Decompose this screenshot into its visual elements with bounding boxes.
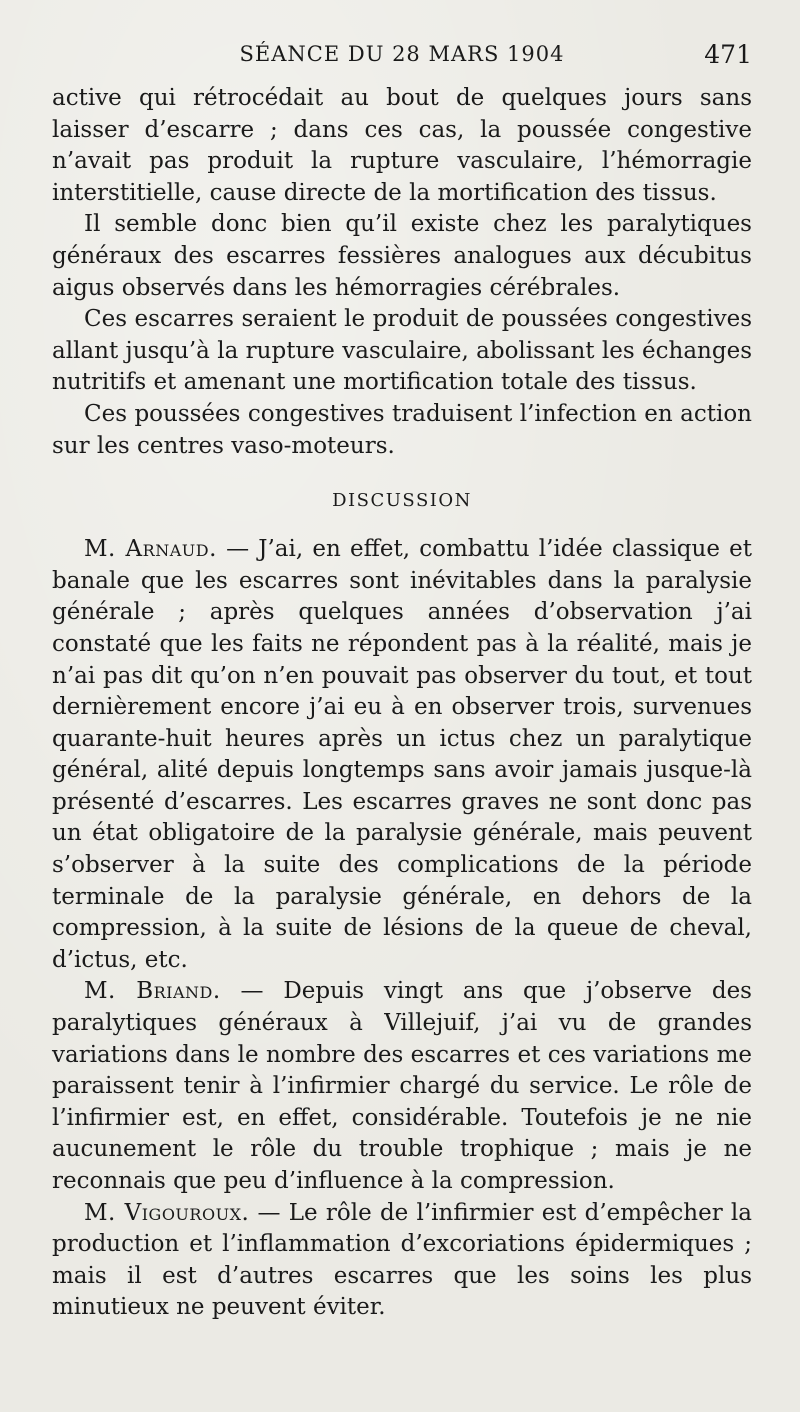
section-heading: DISCUSSION bbox=[332, 490, 472, 512]
paragraph: Ces poussées congestives traduisent l’infection en action sur les centres vaso-moteurs. bbox=[52, 400, 752, 459]
discussion-paragraph bbox=[52, 1198, 752, 1324]
paragraph: Il semble donc bien qu’il existe chez les paralytiques généraux des escarres fessières analogues aux décubitus aigus observés dans les hémorragies cérébrales. bbox=[52, 211, 752, 301]
running-title: SÉANCE DU 28 MARS 1904 bbox=[239, 42, 565, 66]
speaker-name: M. Vigouroux. bbox=[84, 1199, 250, 1226]
discussion-paragraph bbox=[52, 534, 752, 976]
paragraph-continued: active qui rétrocédait au bout de quelques jours sans laisser d’escarre ; dans ces cas, la poussée congestive n’avait pas produit la rupture vasculaire, l’hémorragie interstitielle, cause directe de la mortification des tissus. bbox=[52, 85, 752, 206]
speech-text: — Le rôle de l’infirmier est d’empêcher la production et l’inflammation d’excoriations épidermiques ; mais il est d’autres escarres que les soins les plus minutieux ne peuvent éviter. bbox=[52, 1199, 753, 1321]
page-header bbox=[52, 42, 752, 76]
speech-text: — J’ai, en effet, combattu l’idée classique et banale que les escarres sont inévitables dans la paralysie générale ; après quelques années d’observation j’ai constaté que les faits ne répondent pas à la réalité, mais je n’ai pas dit qu’on n’en pouvait pas observer du tout, et tout dernièrement encore j’ai eu à en observer trois, survenues quarante-huit heures après un ictus chez un paralytique général, alité depuis longtemps sans avoir jamais jusque-là présenté d’escarres. Les escarres graves ne sont donc pas un état obligatoire de la paralysie générale, mais peuvent s’observer à la suite des complications de la période terminale de la paralysie générale, en dehors de la compression, à la suite de lésions de la queue de cheval, d’ictus, etc. bbox=[52, 536, 752, 973]
page-body bbox=[52, 83, 752, 1324]
discussion-paragraph bbox=[52, 976, 752, 1197]
speaker-name: M. Briand. bbox=[84, 978, 221, 1005]
paragraph: Ces escarres seraient le produit de poussées congestives allant jusqu’à la rupture vasculaire, abolissant les échanges nutritifs et amenant une mortification totale des tissus. bbox=[52, 306, 752, 396]
page-number: 471 bbox=[704, 40, 752, 69]
speech-text: — Depuis vingt ans que j’observe des paralytiques généraux à Villejuif, j’ai vu de grandes variations dans le nombre des escarres et ces variations me paraissent tenir à l’infirmier chargé du service. Le rôle de l’infirmier est, en effet, considérable. Toutefois je ne nie aucunement le rôle du trouble trophique ; mais je ne reconnais que peu d’influence à la compression. bbox=[52, 978, 752, 1194]
speaker-name: M. Arnaud. bbox=[84, 536, 217, 563]
